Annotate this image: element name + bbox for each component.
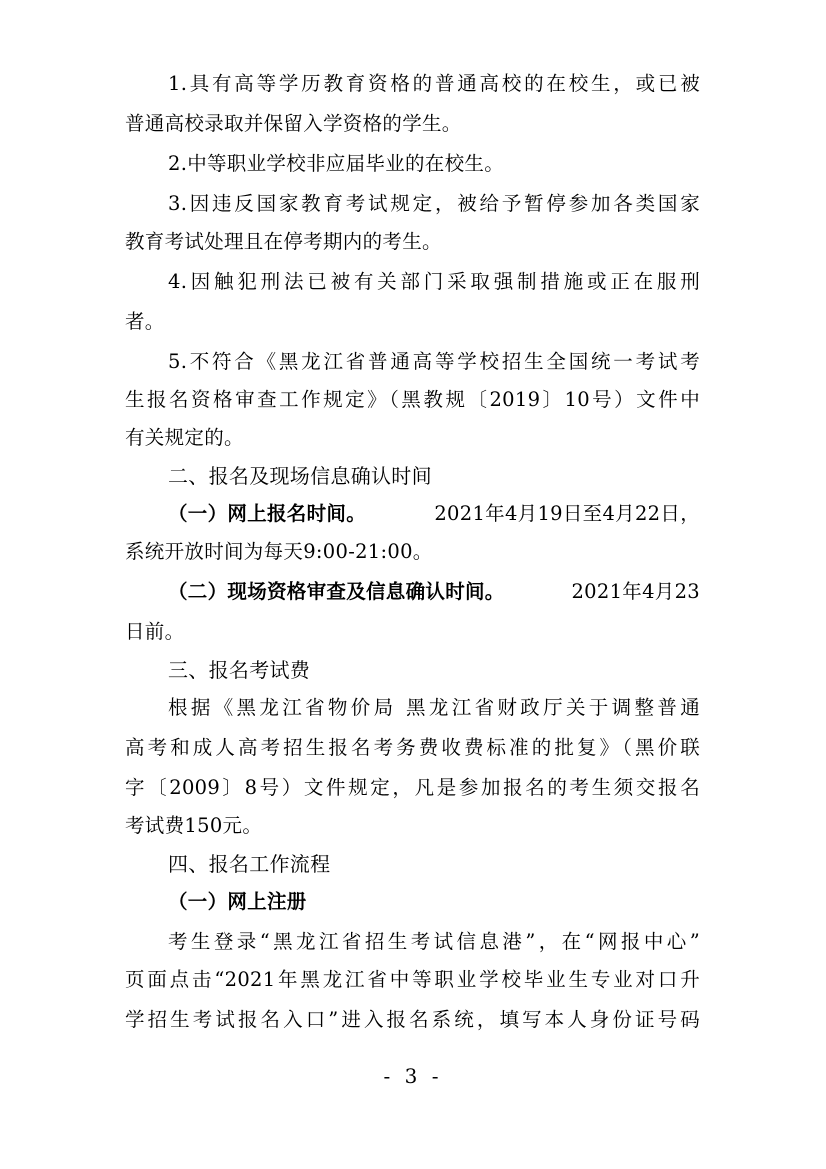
- item-2-line-1: 2.中等职业学校非应届毕业的在校生。: [168, 152, 505, 175]
- item-3-line-2: 教育考试处理且在停考期内的考生。: [125, 230, 442, 253]
- section-2-sub-2-text: 2021年4月23: [571, 580, 700, 603]
- section-4-sub-1-line-3: 学招生考试报名入口”进入报名系统，填写本人身份证号码: [125, 1008, 700, 1031]
- section-4-sub-1-label: （一）网上注册: [168, 890, 307, 913]
- section-4-heading: 四、报名工作流程: [168, 852, 331, 876]
- section-2-sub-1-line-2: 系统开放时间为每天9:00-21:00。: [125, 540, 433, 563]
- item-1-line-1: 1.具有高等学历教育资格的普通高校的在校生，或已被: [168, 72, 700, 95]
- section-3-line-4: 考试费150元。: [125, 814, 263, 837]
- item-1-line-2: 普通高校录取并保留入学资格的学生。: [125, 112, 462, 135]
- section-3-line-2: 高考和成人高考招生报名考务费收费标准的批复》（黑价联: [125, 736, 700, 759]
- item-5-line-1: 5.不符合《黑龙江省普通高等学校招生全国统一考试考: [168, 350, 700, 373]
- section-3-heading: 三、报名考试费: [168, 658, 311, 682]
- section-2-sub-2-line-2: 日前。: [125, 620, 185, 643]
- section-2-sub-2-line-1: [168, 574, 700, 610]
- item-4-line-1: 4.因触犯刑法已被有关部门采取强制措施或正在服刑: [168, 270, 700, 293]
- section-4-sub-1-line-1: 考生登录“黑龙江省招生考试信息港”，在“网报中心”: [168, 930, 700, 953]
- item-3-line-1: 3.因违反国家教育考试规定，被给予暂停参加各类国家: [168, 192, 700, 215]
- page-number: - 3 -: [383, 1064, 443, 1088]
- item-4-line-2: 者。: [125, 310, 165, 333]
- item-5-line-2: 生报名资格审查工作规定》（黑教规〔2019〕10号）文件中: [125, 388, 700, 411]
- section-3-line-3: 字〔2009〕8号）文件规定，凡是参加报名的考生须交报名: [125, 776, 700, 799]
- section-2-sub-1-line-1: [168, 496, 700, 532]
- item-5-line-3: 有关规定的。: [125, 426, 244, 449]
- section-3-line-1: 根据《黑龙江省物价局 黑龙江省财政厅关于调整普通: [168, 696, 700, 719]
- section-2-heading: 二、报名及现场信息确认时间: [168, 464, 432, 488]
- section-4-sub-1-line-2: 页面点击“2021年黑龙江省中等职业学校毕业生专业对口升: [125, 968, 700, 991]
- section-2-sub-1-label: （一）网上报名时间。: [168, 502, 367, 525]
- section-2-sub-2-label: （二）现场资格审查及信息确认时间。: [168, 580, 505, 603]
- section-2-sub-1-text: 2021年4月19日至4月22日，: [434, 502, 700, 525]
